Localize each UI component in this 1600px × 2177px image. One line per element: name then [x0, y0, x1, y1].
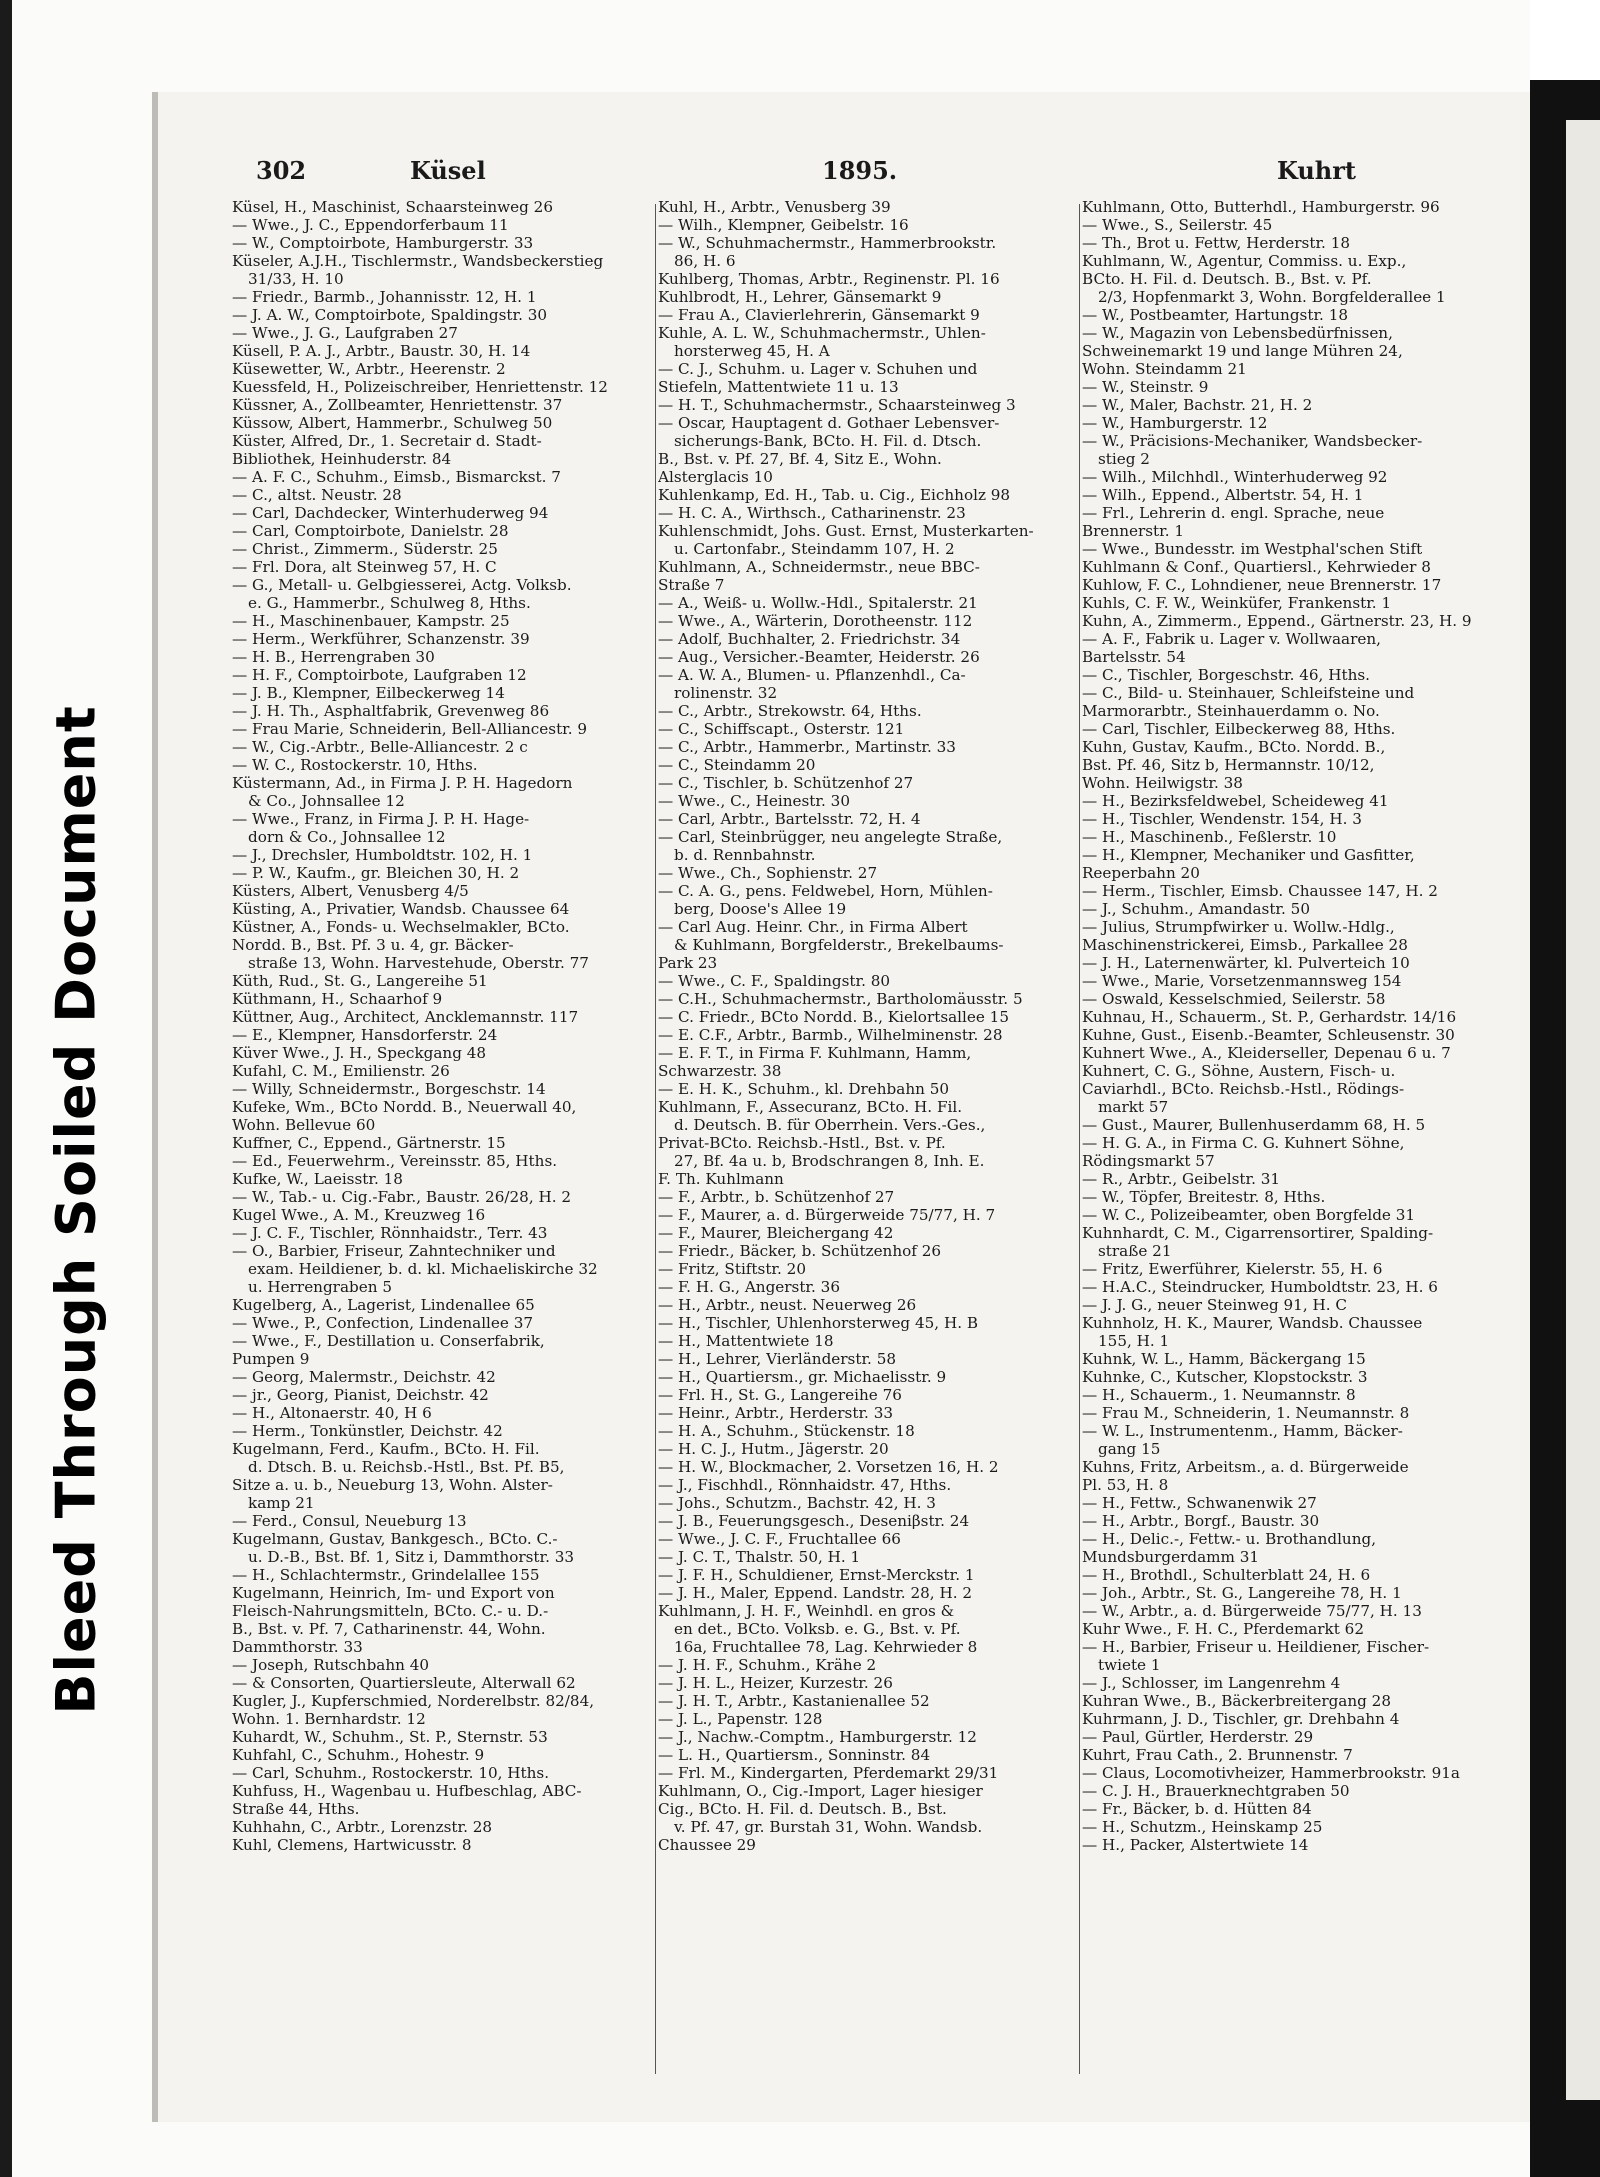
directory-line: berg, Doose's Allee 19	[674, 900, 847, 918]
directory-line: — Wwe., S., Seilerstr. 45	[1082, 216, 1273, 234]
directory-line: Stiefeln, Mattentwiete 11 u. 13	[658, 378, 899, 396]
directory-line: Küsting, A., Privatier, Wandsb. Chaussee 64	[232, 900, 570, 918]
directory-line: — J. A. W., Comptoirbote, Spaldingstr. 30	[232, 306, 548, 324]
directory-line: — J., Schuhm., Amandastr. 50	[1082, 900, 1310, 918]
directory-line: — H., Barbier, Friseur u. Heildiener, Fischer-	[1082, 1638, 1430, 1656]
directory-line: Kugelmann, Heinrich, Im- und Export von	[232, 1584, 555, 1602]
directory-line: — H., Quartiersm., gr. Michaelisstr. 9	[658, 1368, 947, 1386]
directory-line: — H., Maschinenb., Feßlerstr. 10	[1082, 828, 1337, 846]
directory-line: — Wwe., J. C., Eppendorferbaum 11	[232, 216, 509, 234]
directory-line: — J. H., Maler, Eppend. Landstr. 28, H. 2	[658, 1584, 973, 1602]
directory-line: markt 57	[1098, 1098, 1169, 1116]
directory-line: d. Deutsch. B. für Oberrhein. Vers.-Ges.,	[674, 1116, 986, 1134]
directory-line: — Fr., Bäcker, b. d. Hütten 84	[1082, 1800, 1312, 1818]
directory-line: — Georg, Malermstr., Deichstr. 42	[232, 1368, 496, 1386]
directory-line: B., Bst. v. Pf. 7, Catharinenstr. 44, Wohn.	[232, 1620, 546, 1638]
directory-line: Chaussee 29	[658, 1836, 756, 1854]
directory-line: — Adolf, Buchhalter, 2. Friedrichstr. 34	[658, 630, 961, 648]
directory-line: — H., Arbtr., neust. Neuerweg 26	[658, 1296, 917, 1314]
left-running-head: Küsel	[410, 156, 486, 185]
directory-line: Straße 7	[658, 576, 725, 594]
directory-line: Brennerstr. 1	[1082, 522, 1185, 540]
directory-line: — P. W., Kaufm., gr. Bleichen 30, H. 2	[232, 864, 520, 882]
directory-line: 2/3, Hopfenmarkt 3, Wohn. Borgfelderallee 1	[1098, 288, 1446, 306]
directory-line: 155, H. 1	[1098, 1332, 1170, 1350]
directory-line: — J. B., Klempner, Eilbeckerweg 14	[232, 684, 505, 702]
directory-line: horsterweg 45, H. A	[674, 342, 830, 360]
directory-line: — Wwe., Franz, in Firma J. P. H. Hage-	[232, 810, 530, 828]
directory-line: — Frl. Dora, alt Steinweg 57, H. C	[232, 558, 497, 576]
directory-line: — Th., Brot u. Fettw, Herderstr. 18	[1082, 234, 1351, 252]
watermark-text: Bleed Through Soiled Document	[44, 705, 108, 1715]
directory-line: — Frl. H., St. G., Langereihe 76	[658, 1386, 902, 1404]
directory-line: BCto. H. Fil. d. Deutsch. B., Bst. v. Pf.	[1082, 270, 1372, 288]
directory-line: Pl. 53, H. 8	[1082, 1476, 1169, 1494]
directory-line: — Wwe., A., Wärterin, Dorotheenstr. 112	[658, 612, 973, 630]
next-page-sliver	[1566, 120, 1600, 2100]
directory-line: Kuhlenschmidt, Johs. Gust. Ernst, Musterkarten-	[658, 522, 1034, 540]
directory-line: — O., Barbier, Friseur, Zahntechniker und	[232, 1242, 556, 1260]
directory-line: — H., Schutzm., Heinskamp 25	[1082, 1818, 1323, 1836]
directory-line: — Wwe., J. G., Laufgraben 27	[232, 324, 458, 342]
directory-line: Kufahl, C. M., Emilienstr. 26	[232, 1062, 450, 1080]
directory-line: exam. Heildiener, b. d. kl. Michaeliskirche 32	[248, 1260, 598, 1278]
directory-line: — Wwe., Bundesstr. im Westphal'schen Stift	[1082, 540, 1423, 558]
directory-line: — H., Tischler, Wendenstr. 154, H. 3	[1082, 810, 1362, 828]
directory-line: Kuhlmann, F., Assecuranz, BCto. H. Fil.	[658, 1098, 963, 1116]
page-header	[232, 156, 1502, 196]
directory-line: — Claus, Locomotivheizer, Hammerbrookstr. 91a	[1082, 1764, 1460, 1782]
directory-line: — W., Töpfer, Breitestr. 8, Hths.	[1082, 1188, 1326, 1206]
directory-line: — H., Arbtr., Borgf., Baustr. 30	[1082, 1512, 1320, 1530]
directory-line: — Gust., Maurer, Bullenhuserdamm 68, H. 5	[1082, 1116, 1426, 1134]
directory-line: Park 23	[658, 954, 718, 972]
top-right-margin	[1530, 0, 1600, 80]
directory-line: Marmorarbtr., Steinhauerdamm o. No.	[1082, 702, 1380, 720]
directory-line: Kuhnert, C. G., Söhne, Austern, Fisch- u.	[1082, 1062, 1396, 1080]
directory-line: — W. C., Polizeibeamter, oben Borgfelde 31	[1082, 1206, 1416, 1224]
directory-line: Kuhlow, F. C., Lohndiener, neue Brennerstr. 17	[1082, 576, 1442, 594]
directory-line: — E., Klempner, Hansdorferstr. 24	[232, 1026, 498, 1044]
directory-line: — W., Postbeamter, Hartungstr. 18	[1082, 306, 1349, 324]
directory-line: Küth, Rud., St. G., Langereihe 51	[232, 972, 488, 990]
directory-line: Küstermann, Ad., in Firma J. P. H. Hagedorn	[232, 774, 573, 792]
directory-line: — H. A., Schuhm., Stückenstr. 18	[658, 1422, 915, 1440]
directory-line: — Wwe., F., Destillation u. Conserfabrik,	[232, 1332, 545, 1350]
directory-line: — L. H., Quartiersm., Sonninstr. 84	[658, 1746, 931, 1764]
directory-line: Kuhnholz, H. K., Maurer, Wandsb. Chaussee	[1082, 1314, 1423, 1332]
directory-line: Küssner, A., Zollbeamter, Henriettenstr. 37	[232, 396, 563, 414]
directory-line: Straße 44, Hths.	[232, 1800, 360, 1818]
directory-line: Kuessfeld, H., Polizeischreiber, Henriettenstr. 12	[232, 378, 608, 396]
directory-line: kamp 21	[248, 1494, 315, 1512]
directory-line: — C., Schiffscapt., Osterstr. 121	[658, 720, 905, 738]
directory-line: — H., Klempner, Mechaniker und Gasfitter,	[1082, 846, 1415, 864]
directory-line: — Frau A., Clavierlehrerin, Gänsemarkt 9	[658, 306, 980, 324]
directory-line: — J. J. G., neuer Steinweg 91, H. C	[1082, 1296, 1348, 1314]
directory-line: — W. L., Instrumentenm., Hamm, Bäcker-	[1082, 1422, 1403, 1440]
directory-line: Maschinenstrickerei, Eimsb., Parkallee 28	[1082, 936, 1408, 954]
directory-line: — Ferd., Consul, Neueburg 13	[232, 1512, 467, 1530]
directory-line: B., Bst. v. Pf. 27, Bf. 4, Sitz E., Wohn.	[658, 450, 942, 468]
directory-line: — H., Mattentwiete 18	[658, 1332, 834, 1350]
directory-line: 16a, Fruchtallee 78, Lag. Kehrwieder 8	[674, 1638, 978, 1656]
directory-line: — W., Arbtr., a. d. Bürgerweide 75/77, H. 13	[1082, 1602, 1422, 1620]
directory-line: Kuhrt, Frau Cath., 2. Brunnenstr. 7	[1082, 1746, 1353, 1764]
directory-line: Küster, Alfred, Dr., 1. Secretair d. Stadt-	[232, 432, 542, 450]
directory-line: straße 21	[1098, 1242, 1172, 1260]
directory-line: — Fritz, Ewerführer, Kielerstr. 55, H. 6	[1082, 1260, 1383, 1278]
directory-line: — H. C. J., Hutm., Jägerstr. 20	[658, 1440, 889, 1458]
directory-line: — Fritz, Stiftstr. 20	[658, 1260, 806, 1278]
directory-line: — F., Maurer, a. d. Bürgerweide 75/77, H. 7	[658, 1206, 996, 1224]
directory-line: Küsters, Albert, Venusberg 4/5	[232, 882, 469, 900]
directory-line: — Oswald, Kesselschmied, Seilerstr. 58	[1082, 990, 1386, 1008]
directory-line: — C., Tischler, Borgeschstr. 46, Hths.	[1082, 666, 1370, 684]
directory-line: Küstner, A., Fonds- u. Wechselmakler, BCto.	[232, 918, 570, 936]
directory-line: Kuhran Wwe., B., Bäckerbreitergang 28	[1082, 1692, 1392, 1710]
directory-line: Küssow, Albert, Hammerbr., Schulweg 50	[232, 414, 553, 432]
directory-line: — Frl., Lehrerin d. engl. Sprache, neue	[1082, 504, 1385, 522]
directory-line: — W., Maler, Bachstr. 21, H. 2	[1082, 396, 1313, 414]
directory-line: — Joseph, Rutschbahn 40	[232, 1656, 430, 1674]
directory-line: Cig., BCto. H. Fil. d. Deutsch. B., Bst.	[658, 1800, 947, 1818]
column-left	[232, 198, 652, 2078]
directory-line: — Friedr., Bäcker, b. Schützenhof 26	[658, 1242, 942, 1260]
directory-line: gang 15	[1098, 1440, 1161, 1458]
directory-line: Kuhle, A. L. W., Schuhmachermstr., Uhlen-	[658, 324, 986, 342]
directory-line: Sitze a. u. b., Neueburg 13, Wohn. Alster-	[232, 1476, 553, 1494]
directory-line: — H., Brothdl., Schulterblatt 24, H. 6	[1082, 1566, 1371, 1584]
directory-line: — Carl, Steinbrügger, neu angelegte Straße,	[658, 828, 1003, 846]
directory-line: — C.H., Schuhmachermstr., Bartholomäusstr. 5	[658, 990, 1023, 1008]
directory-line: — H., Altonaerstr. 40, H 6	[232, 1404, 432, 1422]
directory-line: Kuhl, H., Arbtr., Venusberg 39	[658, 198, 891, 216]
directory-line: — Heinr., Arbtr., Herderstr. 33	[658, 1404, 894, 1422]
directory-line: — J. H. T., Arbtr., Kastanienallee 52	[658, 1692, 930, 1710]
directory-line: Kuhlmann & Conf., Quartiersl., Kehrwieder 8	[1082, 558, 1431, 576]
directory-line: Kuhnau, H., Schauerm., St. P., Gerhardstr. 14/16	[1082, 1008, 1457, 1026]
directory-line: Alsterglacis 10	[658, 468, 773, 486]
directory-line: straße 13, Wohn. Harvestehude, Oberstr. 77	[248, 954, 589, 972]
directory-line: — H. W., Blockmacher, 2. Vorsetzen 16, H. 2	[658, 1458, 999, 1476]
directory-line: — F., Arbtr., b. Schützenhof 27	[658, 1188, 895, 1206]
directory-line: Wohn. Steindamm 21	[1082, 360, 1247, 378]
directory-line: — Frau Marie, Schneiderin, Bell-Alliancestr. 9	[232, 720, 588, 738]
directory-line: — Joh., Arbtr., St. G., Langereihe 78, H. 1	[1082, 1584, 1402, 1602]
directory-line: — R., Arbtr., Geibelstr. 31	[1082, 1170, 1281, 1188]
directory-line: sicherungs-Bank, BCto. H. Fil. d. Dtsch.	[674, 432, 982, 450]
year-heading: 1895.	[822, 156, 898, 185]
directory-line: — C., Tischler, b. Schützenhof 27	[658, 774, 914, 792]
directory-line: — J. L., Papenstr. 128	[658, 1710, 823, 1728]
directory-line: d. Dtsch. B. u. Reichsb.-Hstl., Bst. Pf. B5,	[248, 1458, 565, 1476]
directory-line: — Carl, Arbtr., Bartelsstr. 72, H. 4	[658, 810, 921, 828]
directory-line: Reeperbahn 20	[1082, 864, 1200, 882]
directory-line: — Herm., Tonkünstler, Deichstr. 42	[232, 1422, 503, 1440]
directory-line: — W. C., Rostockerstr. 10, Hths.	[232, 756, 478, 774]
directory-line: Kugelberg, A., Lagerist, Lindenallee 65	[232, 1296, 535, 1314]
directory-line: — E. C.F., Arbtr., Barmb., Wilhelminenstr. 28	[658, 1026, 1003, 1044]
directory-line: — Aug., Versicher.-Beamter, Heiderstr. 26	[658, 648, 980, 666]
directory-line: — A., Weiß- u. Wollw.-Hdl., Spitalerstr. 21	[658, 594, 978, 612]
directory-line: Pumpen 9	[232, 1350, 310, 1368]
directory-line: — J., Drechsler, Humboldtstr. 102, H. 1	[232, 846, 533, 864]
column-right	[1082, 198, 1502, 2078]
directory-line: — W., Tab.- u. Cig.-Fabr., Baustr. 26/28, H. 2	[232, 1188, 572, 1206]
directory-line: Kuhlmann, Otto, Butterhdl., Hamburgerstr. 96	[1082, 198, 1440, 216]
directory-line: — Carl, Schuhm., Rostockerstr. 10, Hths.	[232, 1764, 550, 1782]
directory-line: — H.A.C., Steindrucker, Humboldtstr. 23, H. 6	[1082, 1278, 1438, 1296]
directory-line: — C., Bild- u. Steinhauer, Schleifsteine und	[1082, 684, 1415, 702]
directory-line: — J. H. F., Schuhm., Krähe 2	[658, 1656, 877, 1674]
directory-line: — Herm., Werkführer, Schanzenstr. 39	[232, 630, 530, 648]
directory-line: — Johs., Schutzm., Bachstr. 42, H. 3	[658, 1494, 936, 1512]
directory-line: v. Pf. 47, gr. Burstah 31, Wohn. Wandsb.	[674, 1818, 983, 1836]
directory-line: Caviarhdl., BCto. Reichsb.-Hstl., Rödings-	[1082, 1080, 1405, 1098]
directory-line: — J. C. T., Thalstr. 50, H. 1	[658, 1548, 861, 1566]
directory-line: Kuhlbrodt, H., Lehrer, Gänsemarkt 9	[658, 288, 942, 306]
directory-line: — C. J. H., Brauerknechtgraben 50	[1082, 1782, 1350, 1800]
column-divider	[655, 204, 656, 2074]
directory-line: — H. G. A., in Firma C. G. Kuhnert Söhne,	[1082, 1134, 1405, 1152]
column-divider	[1079, 204, 1080, 2074]
directory-line: Küseler, A.J.H., Tischlermstr., Wandsbeckerstieg	[232, 252, 604, 270]
directory-line: — E. H. K., Schuhm., kl. Drehbahn 50	[658, 1080, 950, 1098]
directory-line: Kuhls, C. F. W., Weinküfer, Frankenstr. 1	[1082, 594, 1392, 612]
directory-line: — H., Delic.-, Fettw.- u. Brothandlung,	[1082, 1530, 1377, 1548]
directory-line: Kufeke, Wm., BCto Nordd. B., Neuerwall 40,	[232, 1098, 577, 1116]
directory-line: Kuhardt, W., Schuhm., St. P., Sternstr. 53	[232, 1728, 548, 1746]
directory-line: — Oscar, Hauptagent d. Gothaer Lebensver-	[658, 414, 1000, 432]
directory-line: — H., Schlachtermstr., Grindelallee 155	[232, 1566, 540, 1584]
directory-line: — Frau M., Schneiderin, 1. Neumannstr. 8	[1082, 1404, 1410, 1422]
directory-line: — J. H., Laternenwärter, kl. Pulverteich 10	[1082, 954, 1410, 972]
directory-line: Wohn. 1. Bernhardstr. 12	[232, 1710, 426, 1728]
directory-line: b. d. Rennbahnstr.	[674, 846, 816, 864]
directory-line: — Frl. M., Kindergarten, Pferdemarkt 29/31	[658, 1764, 999, 1782]
directory-line: Kuhns, Fritz, Arbeitsm., a. d. Bürgerweide	[1082, 1458, 1409, 1476]
directory-line: — H. T., Schuhmachermstr., Schaarsteinweg 3	[658, 396, 1016, 414]
directory-line: — W., Schuhmachermstr., Hammerbrookstr.	[658, 234, 997, 252]
directory-line: Kugelmann, Gustav, Bankgesch., BCto. C.-	[232, 1530, 558, 1548]
directory-line: Kugel Wwe., A. M., Kreuzweg 16	[232, 1206, 486, 1224]
directory-line: — A. F. C., Schuhm., Eimsb., Bismarckst. 7	[232, 468, 561, 486]
directory-line: Wohn. Bellevue 60	[232, 1116, 376, 1134]
directory-line: Schwarzestr. 38	[658, 1062, 782, 1080]
directory-line: — G., Metall- u. Gelbgiesserei, Actg. Volksb.	[232, 576, 572, 594]
directory-line: — C. A. G., pens. Feldwebel, Horn, Mühlen-	[658, 882, 993, 900]
directory-line: — W., Steinstr. 9	[1082, 378, 1209, 396]
directory-line: Kuhn, Gustav, Kaufm., BCto. Nordd. B.,	[1082, 738, 1386, 756]
directory-line: Kuhlberg, Thomas, Arbtr., Reginenstr. Pl. 16	[658, 270, 1000, 288]
directory-line: — C., Arbtr., Strekowstr. 64, Hths.	[658, 702, 922, 720]
directory-line: Kuhhahn, C., Arbtr., Lorenzstr. 28	[232, 1818, 493, 1836]
directory-line: — J. B., Feuerungsgesch., Deseniβstr. 24	[658, 1512, 970, 1530]
directory-line: — H. F., Comptoirbote, Laufgraben 12	[232, 666, 527, 684]
directory-line: Bst. Pf. 46, Sitz b, Hermannstr. 10/12,	[1082, 756, 1375, 774]
directory-line: — Paul, Gürtler, Herderstr. 29	[1082, 1728, 1314, 1746]
directory-line: twiete 1	[1098, 1656, 1161, 1674]
directory-line: — H., Lehrer, Vierländerstr. 58	[658, 1350, 897, 1368]
directory-line: Kuhlmann, O., Cig.-Import, Lager hiesiger	[658, 1782, 983, 1800]
directory-line: Rödingsmarkt 57	[1082, 1152, 1215, 1170]
directory-line: — Wwe., Ch., Sophienstr. 27	[658, 864, 878, 882]
directory-line: Nordd. B., Bst. Pf. 3 u. 4, gr. Bäcker-	[232, 936, 514, 954]
directory-line: dorn & Co., Johnsallee 12	[248, 828, 446, 846]
directory-line: 86, H. 6	[674, 252, 736, 270]
directory-line: Kuhnk, W. L., Hamm, Bäckergang 15	[1082, 1350, 1366, 1368]
directory-line: Kuhnert Wwe., A., Kleiderseller, Depenau 6 u. 7	[1082, 1044, 1451, 1062]
directory-line: — C., altst. Neustr. 28	[232, 486, 402, 504]
directory-line: Kuffner, C., Eppend., Gärtnerstr. 15	[232, 1134, 506, 1152]
directory-line: Kuhnke, C., Kutscher, Klopstockstr. 3	[1082, 1368, 1368, 1386]
directory-line: Küsel, H., Maschinist, Schaarsteinweg 26	[232, 198, 553, 216]
directory-line: Kuhfuss, H., Wagenbau u. Hufbeschlag, ABC-	[232, 1782, 582, 1800]
directory-line: Kuhrmann, J. D., Tischler, gr. Drehbahn 4	[1082, 1710, 1400, 1728]
directory-line: e. G., Hammerbr., Schulweg 8, Hths.	[248, 594, 531, 612]
directory-line: — Willy, Schneidermstr., Borgeschstr. 14	[232, 1080, 546, 1098]
directory-line: — H., Schauerm., 1. Neumannstr. 8	[1082, 1386, 1356, 1404]
directory-line: Fleisch-Nahrungsmitteln, BCto. C.- u. D.-	[232, 1602, 549, 1620]
directory-line: — C., Arbtr., Hammerbr., Martinstr. 33	[658, 738, 956, 756]
directory-line: Küsewetter, W., Arbtr., Heerenstr. 2	[232, 360, 506, 378]
directory-line: — Carl, Tischler, Eilbeckerweg 88, Hths.	[1082, 720, 1396, 738]
directory-line: Bibliothek, Heinhuderstr. 84	[232, 450, 452, 468]
directory-line: 31/33, H. 10	[248, 270, 344, 288]
directory-line: — H., Fettw., Schwanenwik 27	[1082, 1494, 1317, 1512]
directory-line: — W., Hamburgerstr. 12	[1082, 414, 1268, 432]
directory-line: Kuhlenkamp, Ed. H., Tab. u. Cig., Eichholz 98	[658, 486, 1011, 504]
directory-line: — jr., Georg, Pianist, Deichstr. 42	[232, 1386, 489, 1404]
directory-line: — F., Maurer, Bleichergang 42	[658, 1224, 894, 1242]
directory-line: — Wwe., J. C. F., Fruchtallee 66	[658, 1530, 901, 1548]
directory-line: — Wilh., Klempner, Geibelstr. 16	[658, 216, 909, 234]
directory-line: — H., Tischler, Uhlenhorsterweg 45, H. B	[658, 1314, 979, 1332]
directory-line: Küsell, P. A. J., Arbtr., Baustr. 30, H. 14	[232, 342, 531, 360]
directory-line: — Herm., Tischler, Eimsb. Chaussee 147, H. 2	[1082, 882, 1438, 900]
directory-line: — A. W. A., Blumen- u. Pflanzenhdl., Ca-	[658, 666, 966, 684]
directory-line: Mundsburgerdamm 31	[1082, 1548, 1260, 1566]
column-middle	[658, 198, 1076, 2078]
directory-line: rolinenstr. 32	[674, 684, 778, 702]
directory-line: F. Th. Kuhlmann	[658, 1170, 784, 1188]
directory-line: — A. F., Fabrik u. Lager v. Wollwaaren,	[1082, 630, 1381, 648]
page-number: 302	[256, 156, 307, 185]
directory-line: en det., BCto. Volksb. e. G., Bst. v. Pf.	[674, 1620, 961, 1638]
directory-line: — J., Nachw.-Comptm., Hamburgerstr. 12	[658, 1728, 977, 1746]
directory-line: stieg 2	[1098, 450, 1150, 468]
directory-line: — Friedr., Barmb., Johannisstr. 12, H. 1	[232, 288, 537, 306]
directory-line: Kuhl, Clemens, Hartwicusstr. 8	[232, 1836, 472, 1854]
directory-line: Wohn. Heilwigstr. 38	[1082, 774, 1243, 792]
directory-line: Kuhnhardt, C. M., Cigarrensortirer, Spalding-	[1082, 1224, 1434, 1242]
directory-line: — J. C. F., Tischler, Rönnhaidstr., Terr. 43	[232, 1224, 548, 1242]
directory-line: Privat-BCto. Reichsb.-Hstl., Bst. v. Pf.	[658, 1134, 946, 1152]
directory-line: Schweinemarkt 19 und lange Mühren 24,	[1082, 342, 1403, 360]
directory-line: Bartelsstr. 54	[1082, 648, 1186, 666]
directory-line: Kufke, W., Laeisstr. 18	[232, 1170, 403, 1188]
directory-line: Küver Wwe., J. H., Speckgang 48	[232, 1044, 487, 1062]
watermark-stamp	[6, 660, 146, 1760]
directory-line: Kuhfahl, C., Schuhm., Hohestr. 9	[232, 1746, 485, 1764]
directory-line: Kuhlmann, W., Agentur, Commiss. u. Exp.,	[1082, 252, 1407, 270]
directory-line: Kugelmann, Ferd., Kaufm., BCto. H. Fil.	[232, 1440, 540, 1458]
directory-line: Kuhr Wwe., F. H. C., Pferdemarkt 62	[1082, 1620, 1365, 1638]
directory-line: — J. H. Th., Asphaltfabrik, Grevenweg 86	[232, 702, 550, 720]
directory-line: Kuhn, A., Zimmerm., Eppend., Gärtnerstr. 23, H. 9	[1082, 612, 1472, 630]
directory-line: — Carl, Comptoirbote, Danielstr. 28	[232, 522, 509, 540]
directory-line: — W., Comptoirbote, Hamburgerstr. 33	[232, 234, 534, 252]
directory-line: Kuhne, Gust., Eisenb.-Beamter, Schleusenstr. 30	[1082, 1026, 1455, 1044]
directory-line: — H. C. A., Wirthsch., Catharinenstr. 23	[658, 504, 966, 522]
directory-line: — H., Packer, Alstertwiete 14	[1082, 1836, 1309, 1854]
directory-line: — F. H. G., Angerstr. 36	[658, 1278, 841, 1296]
directory-line: — Wwe., P., Confection, Lindenallee 37	[232, 1314, 534, 1332]
directory-line: — W., Magazin von Lebensbedürfnissen,	[1082, 324, 1393, 342]
directory-line: — Wilh., Eppend., Albertstr. 54, H. 1	[1082, 486, 1364, 504]
directory-line: Küthmann, H., Schaarhof 9	[232, 990, 443, 1008]
directory-line: — Carl Aug. Heinr. Chr., in Firma Albert	[658, 918, 968, 936]
right-running-head: Kuhrt	[1277, 156, 1356, 185]
directory-line: — Ed., Feuerwehrm., Vereinsstr. 85, Hths.	[232, 1152, 558, 1170]
directory-line: 27, Bf. 4a u. b, Brodschrangen 8, Inh. E.	[674, 1152, 985, 1170]
directory-line: — C., Steindamm 20	[658, 756, 816, 774]
directory-line: — W., Cig.-Arbtr., Belle-Alliancestr. 2 c	[232, 738, 528, 756]
directory-line: — Carl, Dachdecker, Winterhuderweg 94	[232, 504, 549, 522]
directory-line: — W., Präcisions-Mechaniker, Wandsbecker-	[1082, 432, 1423, 450]
directory-line: Küttner, Aug., Architect, Ancklemannstr. 117	[232, 1008, 579, 1026]
directory-line: — E. F. T., in Firma F. Kuhlmann, Hamm,	[658, 1044, 972, 1062]
directory-line: — Wwe., Marie, Vorsetzenmannsweg 154	[1082, 972, 1402, 990]
directory-line: — C. J., Schuhm. u. Lager v. Schuhen und	[658, 360, 978, 378]
directory-line: u. D.-B., Bst. Bf. 1, Sitz i, Dammthorstr. 33	[248, 1548, 575, 1566]
directory-line: — H. B., Herrengraben 30	[232, 648, 435, 666]
directory-line: — J., Fischhdl., Rönnhaidstr. 47, Hths.	[658, 1476, 952, 1494]
directory-line: Kugler, J., Kupferschmied, Norderelbstr. 82/84,	[232, 1692, 595, 1710]
directory-line: — Christ., Zimmerm., Süderstr. 25	[232, 540, 498, 558]
directory-line: u. Herrengraben 5	[248, 1278, 392, 1296]
directory-line: — J. F. H., Schuldiener, Ernst-Merckstr. 1	[658, 1566, 975, 1584]
directory-line: — Wwe., C., Heinestr. 30	[658, 792, 850, 810]
directory-line: Kuhlmann, A., Schneidermstr., neue BBC-	[658, 558, 980, 576]
directory-line: — J., Schlosser, im Langenrehm 4	[1082, 1674, 1341, 1692]
directory-line: — H., Maschinenbauer, Kampstr. 25	[232, 612, 510, 630]
directory-line: — Wwe., C. F., Spaldingstr. 80	[658, 972, 891, 990]
directory-line: & Co., Johnsallee 12	[248, 792, 405, 810]
directory-line: Dammthorstr. 33	[232, 1638, 363, 1656]
directory-line: — Julius, Strumpfwirker u. Wollw.-Hdlg.,	[1082, 918, 1395, 936]
directory-line: — C. Friedr., BCto Nordd. B., Kielortsallee 15	[658, 1008, 1010, 1026]
directory-line: Kuhlmann, J. H. F., Weinhdl. en gros &	[658, 1602, 955, 1620]
directory-line: — J. H. L., Heizer, Kurzestr. 26	[658, 1674, 893, 1692]
directory-line: — Wilh., Milchhdl., Winterhuderweg 92	[1082, 468, 1388, 486]
directory-line: — & Consorten, Quartiersleute, Alterwall 62	[232, 1674, 576, 1692]
directory-line: — H., Bezirksfeldwebel, Scheideweg 41	[1082, 792, 1389, 810]
directory-line: & Kuhlmann, Borgfelderstr., Brekelbaums-	[674, 936, 1004, 954]
directory-line: u. Cartonfabr., Steindamm 107, H. 2	[674, 540, 955, 558]
